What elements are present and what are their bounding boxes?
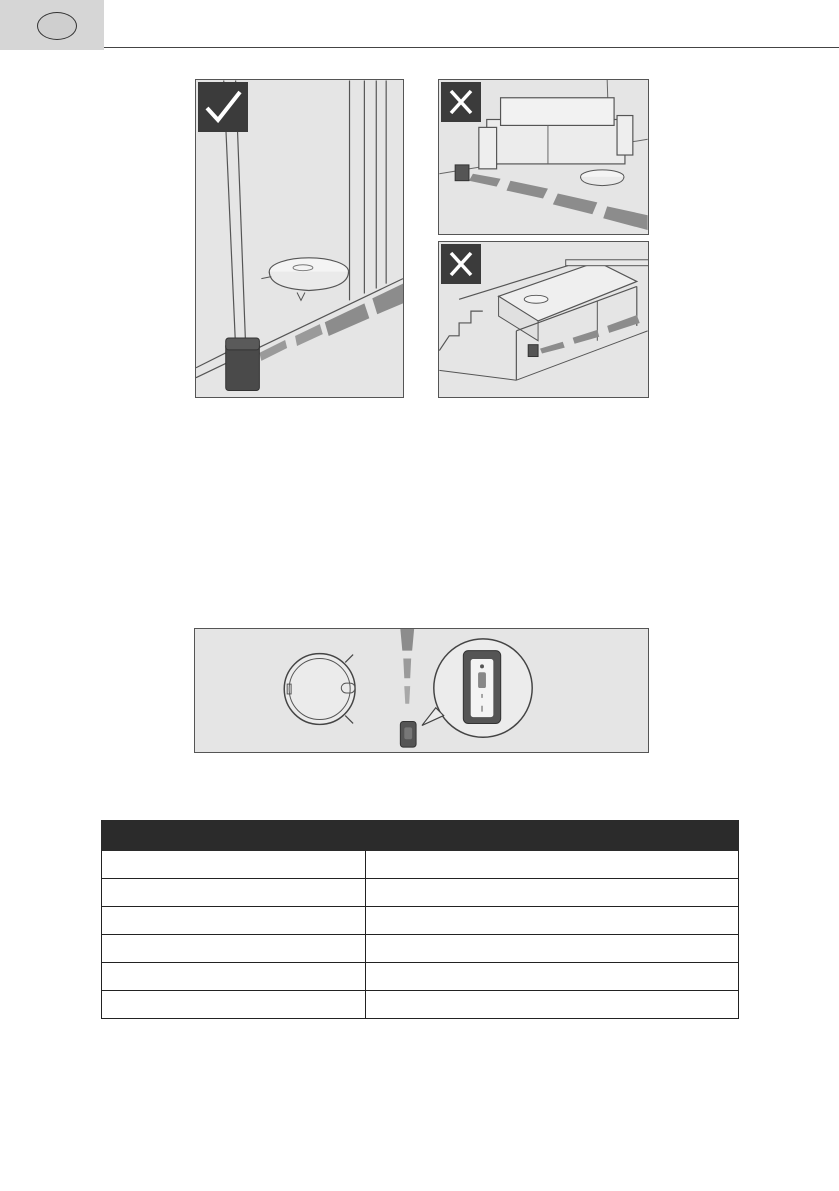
language-code bbox=[37, 12, 77, 40]
table-row bbox=[102, 963, 739, 991]
table-header-row bbox=[102, 821, 739, 851]
table-row bbox=[102, 907, 739, 935]
x-mark-icon bbox=[441, 82, 481, 122]
table-cell bbox=[366, 851, 739, 879]
table-row bbox=[102, 879, 739, 907]
table-cell bbox=[366, 963, 739, 991]
x-mark-icon bbox=[441, 244, 481, 284]
table-cell bbox=[102, 851, 366, 879]
language-tab bbox=[0, 0, 104, 50]
check-icon bbox=[198, 82, 248, 132]
table-cell bbox=[102, 963, 366, 991]
table-cell bbox=[102, 991, 366, 1019]
table-cell bbox=[366, 991, 739, 1019]
header-rule bbox=[104, 47, 839, 48]
table-cell bbox=[102, 907, 366, 935]
figure-signal-diagram bbox=[194, 628, 649, 753]
figure-wrong-placement-stairs bbox=[438, 241, 649, 398]
signal-diagram-illustration bbox=[195, 629, 648, 752]
table-row bbox=[102, 935, 739, 963]
spec-table bbox=[101, 820, 739, 1019]
figure-wrong-placement-sofa bbox=[438, 79, 649, 235]
table-header-cell bbox=[366, 821, 739, 851]
table-cell bbox=[102, 935, 366, 963]
table-row bbox=[102, 991, 739, 1019]
table-cell bbox=[366, 935, 739, 963]
table-row bbox=[102, 851, 739, 879]
table-cell bbox=[102, 879, 366, 907]
table-cell bbox=[366, 907, 739, 935]
table-header-cell bbox=[102, 821, 366, 851]
table-cell bbox=[366, 879, 739, 907]
figure-correct-placement bbox=[195, 79, 404, 398]
